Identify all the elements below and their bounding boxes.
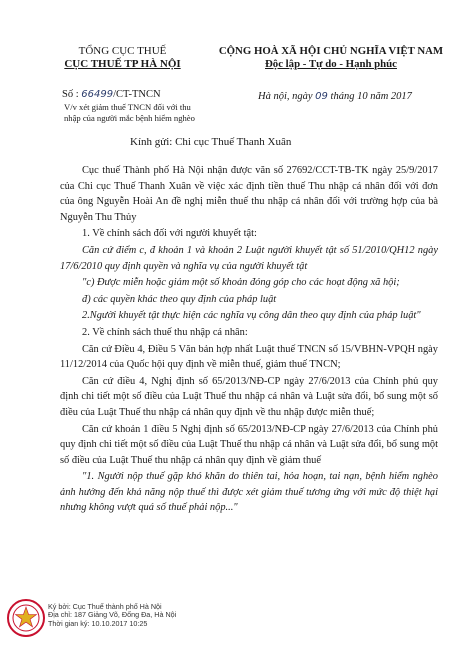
- date-day-handwritten: 09: [315, 91, 328, 102]
- section-2-paragraph-3: Căn cứ khoản 1 điều 5 Nghị định số 65/2013/NĐ-CP ngày 27/6/2013 của Chính phủ quy định chi tiết một số điều của Luật Thuế thu nhập cá nhân và Luật sửa đổi, bổ sung một số điều của Luật Thuế thu nhập cá nhân quy định về giảm thuế: [60, 423, 438, 466]
- section-1-title: 1. Về chính sách đối với người khuyết tật:: [82, 228, 257, 240]
- header-left: [40, 45, 205, 71]
- subject-line-2: nhập của người mắc bệnh hiểm nghèo: [64, 112, 195, 123]
- section-2-paragraph-2: Căn cứ điều 4, Nghị định số 65/2013/NĐ-CP ngày 27/6/2013 của Chính phủ quy định chi tiết một số điều của Luật Thuế thu nhập cá nhân và Luật sửa đổi, bổ sung một số điều của Luật Thuế thu nhập cá nhân quy định về thu nhập được miễn thuế;: [60, 375, 438, 418]
- header-right: [218, 45, 444, 71]
- document-body: [60, 163, 438, 516]
- motto: Độc lập - Tự do - Hạnh phúc: [265, 58, 397, 70]
- section-1-quote-c: "c) Được miễn hoặc giảm một số khoản đóng góp cho các hoạt động xã hội;: [82, 277, 400, 289]
- paragraph-intro: Cục thuế Thành phố Hà Nội nhận được văn số 27692/CCT-TB-TK ngày 25/9/2017 của Chi cục Thuế Thanh Xuân về việc xác định tiền thuế Thu nhập cá nhân đối với đơn của ông Nguyễn Hoài An đề nghị miễn thuế thu nhập cá nhân đối với trường hợp của bà Nguyễn Thu Thủy: [60, 165, 438, 223]
- doc-number-handwritten: 66499: [81, 89, 114, 100]
- date-suffix: tháng 10 năm 2017: [330, 91, 412, 102]
- seal-icon: [6, 598, 46, 638]
- signature-time: Thời gian ký: 10.10.2017 10:25: [48, 618, 148, 628]
- section-2-title: 2. Về chính sách thuế thu nhập cá nhân:: [82, 326, 248, 338]
- subject-block: [64, 102, 244, 123]
- doc-number-suffix: /CT-TNCN: [113, 89, 161, 100]
- signature-signer: Ký bởi: Cục Thuế thành phố Hà Nội: [48, 602, 162, 611]
- date-prefix: Hà nội, ngày: [258, 91, 313, 102]
- office-name: CỤC THUẾ TP HÀ NỘI: [64, 58, 181, 70]
- country-name: CỘNG HOÀ XÃ HỘI CHỦ NGHĨA VIỆT NAM: [218, 45, 444, 57]
- agency-name: TỔNG CỤC THUẾ: [78, 45, 167, 57]
- section-2-paragraph-1: Căn cứ Điều 4, Điều 5 Văn bản hợp nhất Luật thuế TNCN số 15/VBHN-VPQH ngày 11/12/2014 của Quốc hội quy định về miễn thuế, giảm thuế TNCN;: [60, 343, 438, 371]
- section-1-basis: Căn cứ điểm c, đ khoản 1 và khoản 2 Luật người khuyết tật số 51/2010/QH12 ngày 17/6/2010 quy định quyền và nghĩa vụ của người khuyết tật: [60, 244, 438, 272]
- doc-number-prefix: Số :: [62, 89, 79, 100]
- signature-address: Địa chỉ: 187 Giảng Võ, Đống Đa, Hà Nội: [48, 610, 177, 620]
- section-2-quote: "1. Người nộp thuế gặp khó khăn do thiên tai, hỏa hoạn, tai nạn, bệnh hiểm nghèo ảnh hưởng đến khả năng nộp thuế thì được xét giảm thuế tương ứng với mức độ thiệt hại nhưng không vượt quá số thuế phải nộp...": [60, 471, 438, 514]
- doc-number: [62, 88, 232, 101]
- digital-signature-info: [48, 603, 248, 628]
- section-1-quote-d: đ) các quyền khác theo quy định của pháp luật: [82, 293, 277, 305]
- recipient: Kính gửi: Chi cục Thuế Thanh Xuân: [130, 136, 292, 148]
- subject-line-1: V/v xét giảm thuế TNCN đối với thu: [64, 102, 191, 112]
- section-1-quote-2: 2.Người khuyết tật thực hiện các nghĩa vụ công dân theo quy định của pháp luật": [82, 310, 421, 322]
- issue-date: [258, 91, 448, 102]
